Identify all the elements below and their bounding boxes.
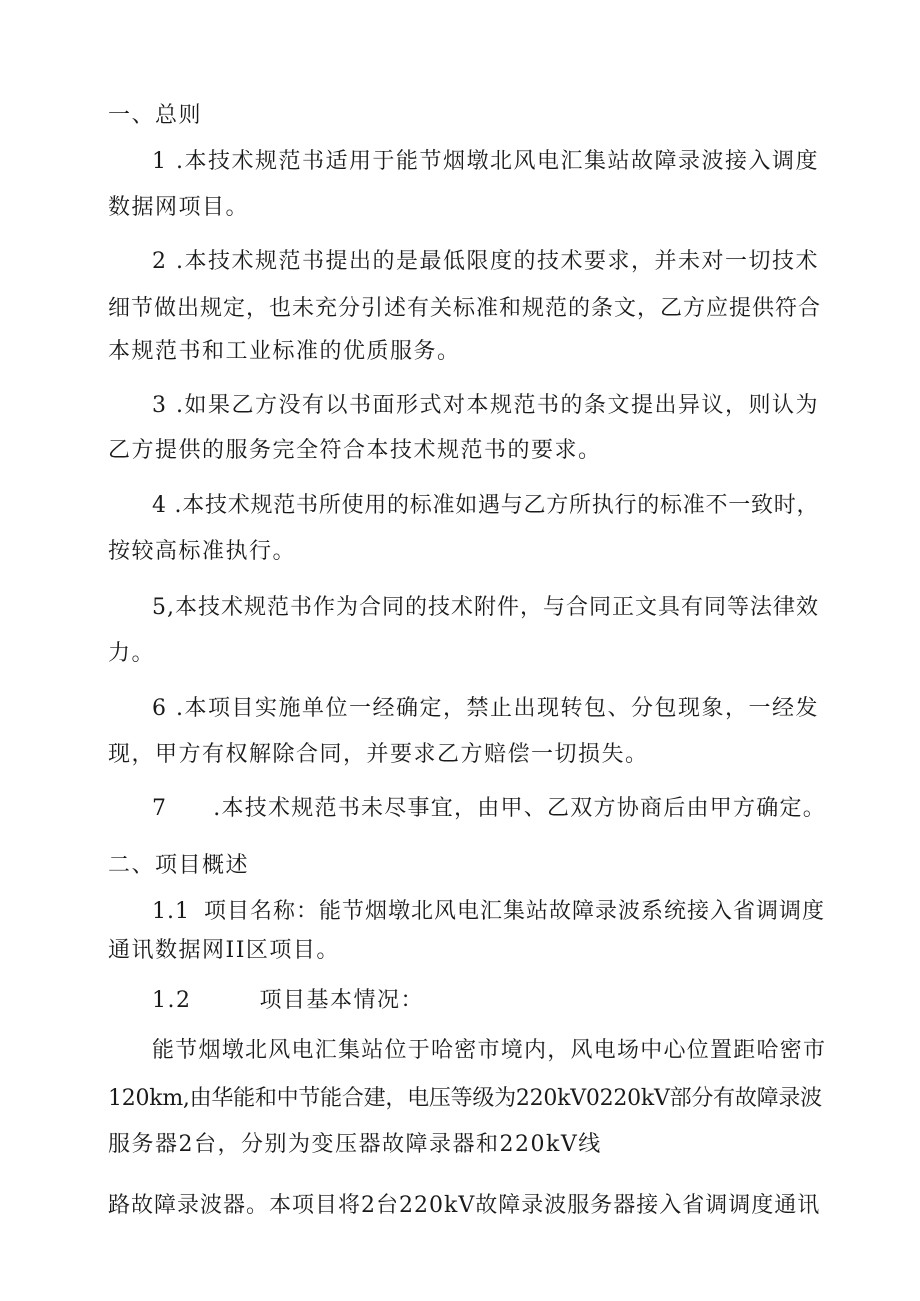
clause-number: 1 <box>152 149 168 174</box>
clause-number: 5, <box>152 595 175 620</box>
clause-number: 7 <box>152 796 168 821</box>
clause-text: .本项目实施单位一经确定，禁止出现转包、分包现象，一经发 <box>176 696 819 721</box>
clause-label: 项目基本情况： <box>259 988 425 1013</box>
clause-text: 细节做出规定，也未充分引述有关标准和规范的条文，乙方应提供符合 <box>108 296 822 321</box>
clause-1 <box>152 148 819 176</box>
clause-text: 按较高标准执行。 <box>108 539 297 564</box>
clause-text: .本技术规范书适用于能节烟墩北风电汇集站故障录波接入调度 <box>176 149 819 174</box>
clause-text: .如果乙方没有以书面形式对本规范书的条文提出异议，则认为 <box>176 393 819 418</box>
section-heading: 一、总则 <box>108 103 203 128</box>
clause-text: .本技术规范书提出的是最低限度的技术要求，并未对一切技术 <box>176 249 819 274</box>
clause-text: 项目名称：能节烟墩北风电汇集站故障录波系统接入省调调度 <box>204 899 826 924</box>
clause-text: .本技术规范书未尽事宜，由甲、乙双方协商后由甲方确定。 <box>213 796 826 821</box>
clause-number: 1.1 <box>152 899 190 924</box>
clause-number: 2 <box>152 249 168 274</box>
section-heading: 二、项目概述 <box>108 853 250 878</box>
body-line: 路故障录波器。本项目将2台220kV故障录波服务器接入省调调度通讯 <box>108 1193 821 1218</box>
clause-text: 乙方提供的服务完全符合本技术规范书的要求。 <box>108 438 602 463</box>
body-line: 服务器2台，分别为变压器故障录器和220kV线 <box>108 1132 602 1157</box>
clause-text: 数据网项目。 <box>108 195 250 220</box>
body-line: 120km,由华能和中节能合建，电压等级为220kV0220kV部分有故障录波 <box>108 1086 822 1111</box>
clause-2 <box>152 248 819 276</box>
subclause-1-2 <box>152 987 424 1015</box>
clause-text: 本技术规范书作为合同的技术附件，与合同正文具有同等法律效 <box>175 595 820 620</box>
clause-text: 通讯数据网II区项目。 <box>108 938 340 963</box>
clause-number: 4 <box>152 493 167 518</box>
clause-5 <box>152 594 819 622</box>
clause-text: .本技术规范书所使用的标准如遇与乙方所执行的标准不一致时， <box>174 493 820 518</box>
clause-4 <box>152 492 819 520</box>
clause-text: 本规范书和工业标准的优质服务。 <box>108 339 461 364</box>
clause-6 <box>152 695 819 723</box>
clause-3 <box>152 392 819 420</box>
clause-text: 现，甲方有权解除合同，并要求乙方赔偿一切损失。 <box>108 742 649 767</box>
subclause-1-1 <box>152 898 825 926</box>
clause-number: 3 <box>152 393 168 418</box>
clause-number: 6 <box>152 696 168 721</box>
clause-text: 力。 <box>108 641 156 666</box>
clause-7 <box>152 795 826 823</box>
body-line: 能节烟墩北风电汇集站位于哈密市境内，风电场中心位置距哈密市 <box>152 1038 827 1063</box>
clause-number: 1.2 <box>152 988 192 1013</box>
